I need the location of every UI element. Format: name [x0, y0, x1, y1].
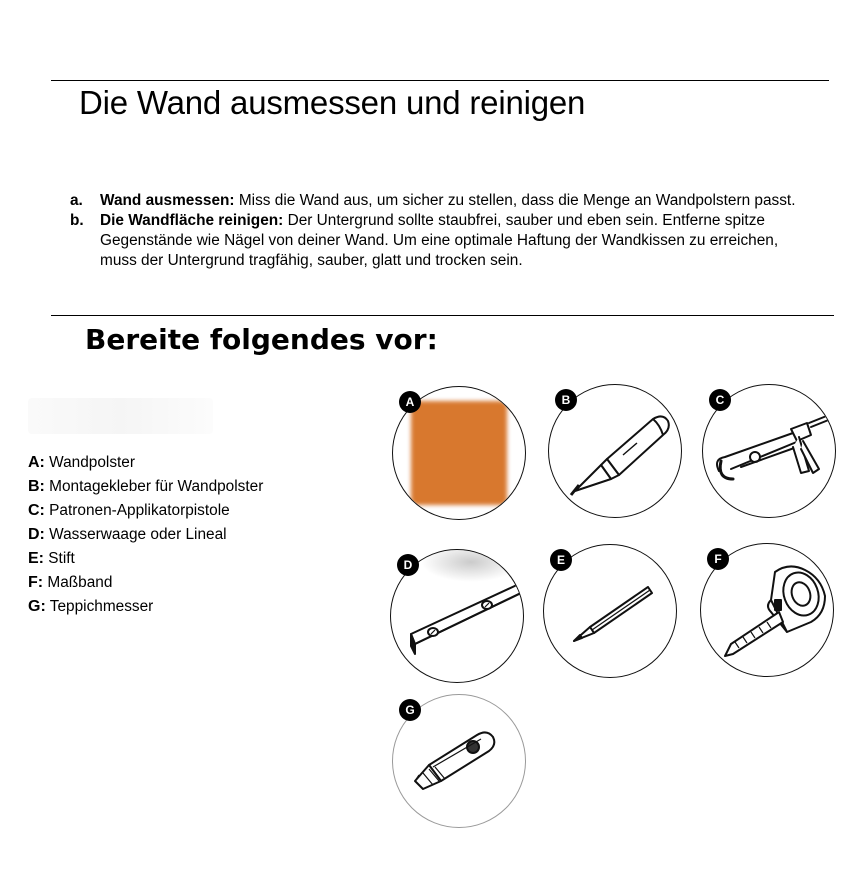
legend-label: Montagekleber für Wandpolster [44, 478, 264, 495]
legend-label: Wasserwaage oder Lineal [44, 526, 227, 543]
legend-key: F: [28, 574, 44, 591]
section-divider [51, 315, 834, 316]
tool-badge: B [555, 389, 577, 411]
legend-label: Stift [44, 550, 75, 567]
legend-item [28, 451, 263, 475]
legend-key: D: [28, 526, 45, 543]
tool-f [700, 543, 836, 679]
legend-key: C: [28, 502, 45, 519]
tool-badge: G [399, 699, 421, 721]
tool-badge: D [397, 554, 419, 576]
step-text: Der Untergrund sollte staubfrei, sauber und eben sein. Entferne spitze Gegenstände wie Nägel von deiner Wand. Um eine optimale Haftung der Wandkissen zu erreichen, muss der Untergrund tragfähig, sauber, glatt und trocken sein. [100, 212, 779, 269]
tool-a [392, 386, 528, 522]
legend-key: E: [28, 550, 44, 567]
tools-legend [28, 451, 263, 619]
step-marker: a. [70, 192, 83, 209]
step-item [70, 191, 810, 211]
tool-badge: C [709, 389, 731, 411]
legend-item [28, 547, 263, 571]
section-title: Bereite folgendes vor: [85, 323, 438, 356]
legend-label: Wandpolster [44, 454, 135, 471]
tool-c [702, 384, 838, 520]
page-title: Die Wand ausmessen und reinigen [79, 84, 586, 121]
wall-panel-icon [411, 401, 507, 505]
legend-item [28, 499, 263, 523]
legend-key: B: [28, 478, 45, 495]
tool-d [390, 549, 526, 685]
legend-item [28, 571, 263, 595]
legend-key: G: [28, 598, 46, 615]
tool-badge: E [550, 549, 572, 571]
tool-e [543, 544, 679, 680]
steps-list [70, 191, 810, 271]
legend-item [28, 595, 263, 619]
step-marker: b. [70, 212, 84, 229]
step-item [70, 211, 810, 271]
legend-label: Patronen-Applikatorpistole [44, 502, 230, 519]
legend-key: A: [28, 454, 45, 471]
tool-badge: F [707, 548, 729, 570]
faint-smudge [28, 398, 213, 434]
step-text: Miss die Wand aus, um sicher zu stellen, dass die Menge an Wandpolstern passt. [234, 192, 796, 209]
tool-badge: A [399, 391, 421, 413]
tool-g [392, 694, 528, 830]
step-term: Wand ausmessen: [100, 192, 235, 209]
legend-item [28, 523, 263, 547]
top-divider [51, 80, 829, 81]
legend-item [28, 475, 263, 499]
step-term: Die Wandfläche reinigen: [100, 212, 284, 229]
tool-b [548, 384, 684, 520]
legend-label: Teppichmesser [45, 598, 154, 615]
legend-label: Maßband [43, 574, 113, 591]
